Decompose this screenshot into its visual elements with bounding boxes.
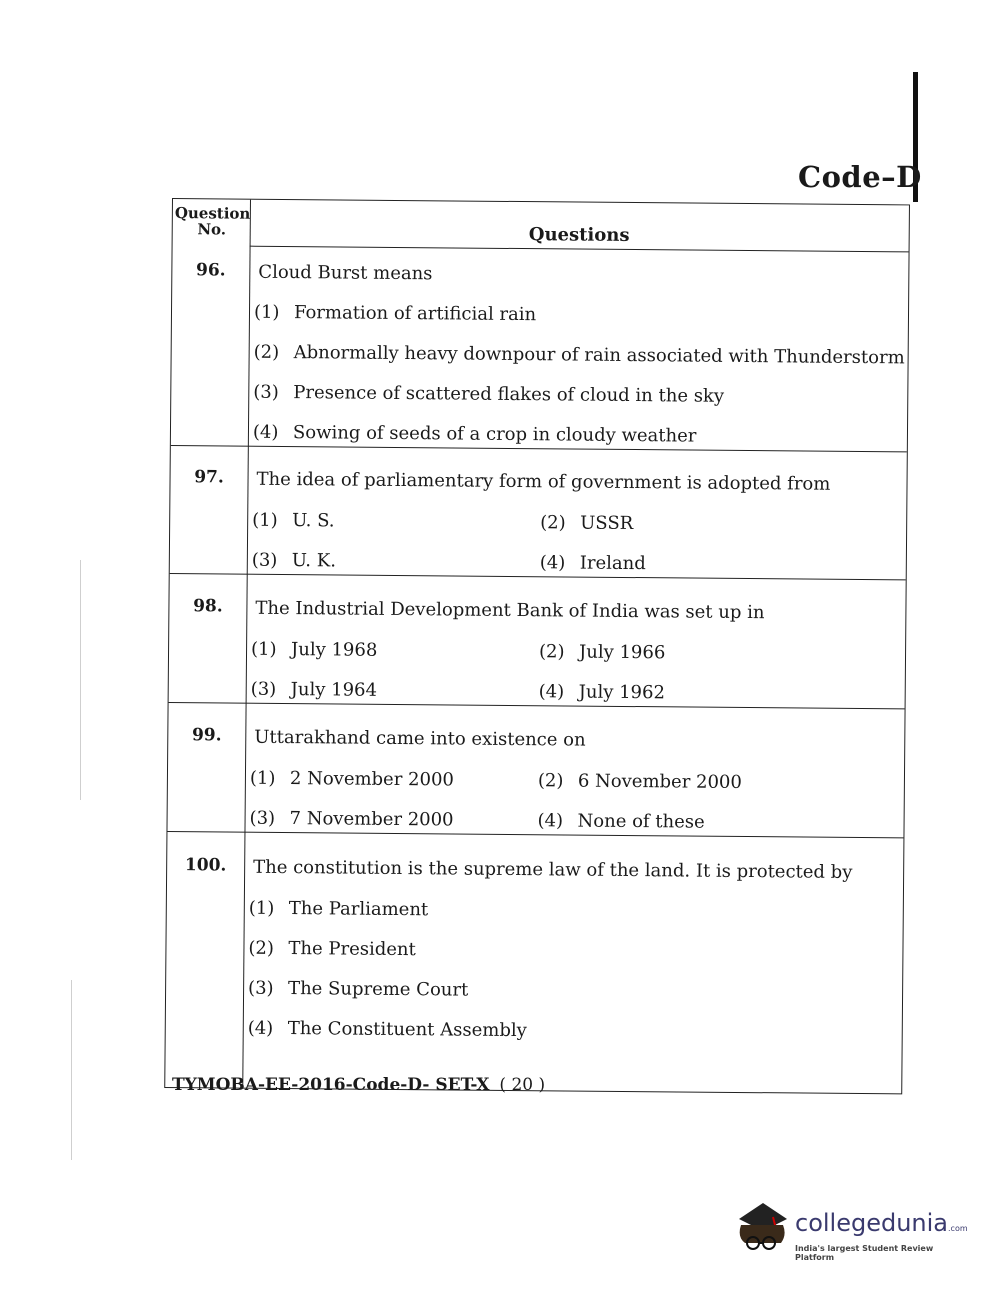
option-text: July 1964	[290, 679, 378, 701]
option	[253, 422, 697, 447]
row-divider	[167, 831, 903, 838]
option-text: The Parliament	[288, 898, 429, 921]
row-divider	[170, 573, 906, 580]
option-number: (1)	[249, 767, 276, 789]
option	[252, 550, 336, 572]
option-number: (3)	[250, 678, 277, 700]
question-number: 98.	[193, 596, 223, 617]
option	[540, 512, 633, 534]
option-text: U. S.	[292, 510, 335, 532]
scan-artifact-line	[71, 980, 72, 1160]
option-number: (1)	[252, 509, 278, 531]
option-number: (4)	[538, 681, 565, 703]
option	[252, 510, 335, 532]
option-text: 7 November 2000	[289, 808, 454, 831]
option	[251, 679, 377, 701]
option-number: (3)	[248, 977, 274, 999]
collegedunia-logo	[733, 1197, 968, 1267]
option-number: (3)	[253, 381, 279, 403]
option	[248, 978, 468, 1001]
option-number: (4)	[247, 1017, 274, 1039]
option	[254, 302, 536, 325]
option	[540, 552, 646, 574]
question-number: 99.	[191, 725, 222, 746]
question-text: Uttarakhand came into existence on	[254, 726, 586, 751]
option-text: USSR	[580, 512, 634, 535]
option-text: July 1966	[578, 641, 666, 664]
header-line: Question	[174, 204, 251, 223]
option-number: (2)	[538, 641, 565, 663]
option-number: (3)	[251, 549, 278, 571]
option	[250, 768, 454, 791]
question-table	[164, 198, 910, 1094]
logo-wordmark	[795, 1209, 968, 1237]
option-number: (2)	[248, 937, 275, 959]
logo-tagline: India's largest Student Review Platform	[795, 1244, 934, 1262]
option-text: The Constituent Assembly	[287, 1018, 527, 1042]
option	[251, 639, 377, 661]
option-number: (4)	[537, 810, 564, 832]
option-number: (2)	[540, 512, 566, 534]
option-text: Sowing of seeds of a crop in cloudy weather	[292, 422, 697, 447]
question-text: The idea of parliamentary form of government is adopted from	[256, 468, 831, 495]
logo-suffix: .com	[948, 1224, 968, 1233]
option	[539, 681, 665, 703]
option-text: U. K.	[291, 550, 337, 572]
question-text: The constitution is the supreme law of the land. It is protected by	[253, 856, 853, 883]
option-text: 2 November 2000	[289, 768, 454, 791]
option-number: (3)	[249, 807, 276, 829]
page-number: ( 20 )	[499, 1075, 546, 1095]
question-text: Cloud Burst means	[258, 261, 433, 285]
option-number: (1)	[250, 638, 277, 660]
option	[538, 770, 742, 793]
option	[254, 342, 905, 369]
option-text: July 1962	[578, 681, 666, 704]
option-text: None of these	[577, 810, 705, 833]
question-number-header	[175, 205, 249, 238]
question-number: 96.	[195, 260, 226, 281]
option-number: (2)	[537, 770, 564, 792]
option	[249, 808, 453, 831]
paper-code-title: Code–D	[798, 160, 922, 194]
logo-name: collegedunia	[795, 1209, 949, 1237]
question-text: The Industrial Development Bank of India was set up in	[255, 597, 765, 624]
option-text: Formation of artificial rain	[293, 302, 537, 326]
row-divider	[169, 702, 905, 709]
page-footer	[172, 1075, 545, 1095]
option	[248, 1018, 527, 1041]
option-text: 6 November 2000	[577, 770, 742, 793]
option-number: (2)	[253, 341, 280, 363]
option-number: (1)	[248, 897, 275, 919]
option-number: (4)	[539, 552, 566, 574]
option	[253, 382, 724, 407]
option-text: Abnormally heavy downpour of rain associated with Thunderstorm	[293, 342, 905, 369]
row-divider	[171, 445, 907, 452]
questions-header: Questions	[528, 224, 630, 246]
option	[249, 898, 429, 921]
question-number: 97.	[194, 467, 224, 488]
scan-artifact-line	[80, 560, 81, 800]
option	[539, 641, 665, 663]
option-text: The Supreme Court	[288, 978, 469, 1001]
footer-code: TYMOBA-EE-2016-Code-D- SET-X	[172, 1075, 490, 1095]
option	[248, 938, 416, 960]
header-line: No.	[197, 220, 227, 239]
question-number: 100.	[184, 855, 227, 876]
option-text: Presence of scattered flakes of cloud in the sky	[293, 382, 725, 407]
mascot-icon	[733, 1197, 793, 1262]
option-text: Ireland	[579, 552, 646, 575]
option	[537, 810, 704, 832]
option-number: (4)	[252, 421, 279, 443]
option-number: (1)	[253, 301, 280, 323]
option-text: July 1968	[290, 639, 378, 661]
option-text: The President	[288, 938, 416, 961]
